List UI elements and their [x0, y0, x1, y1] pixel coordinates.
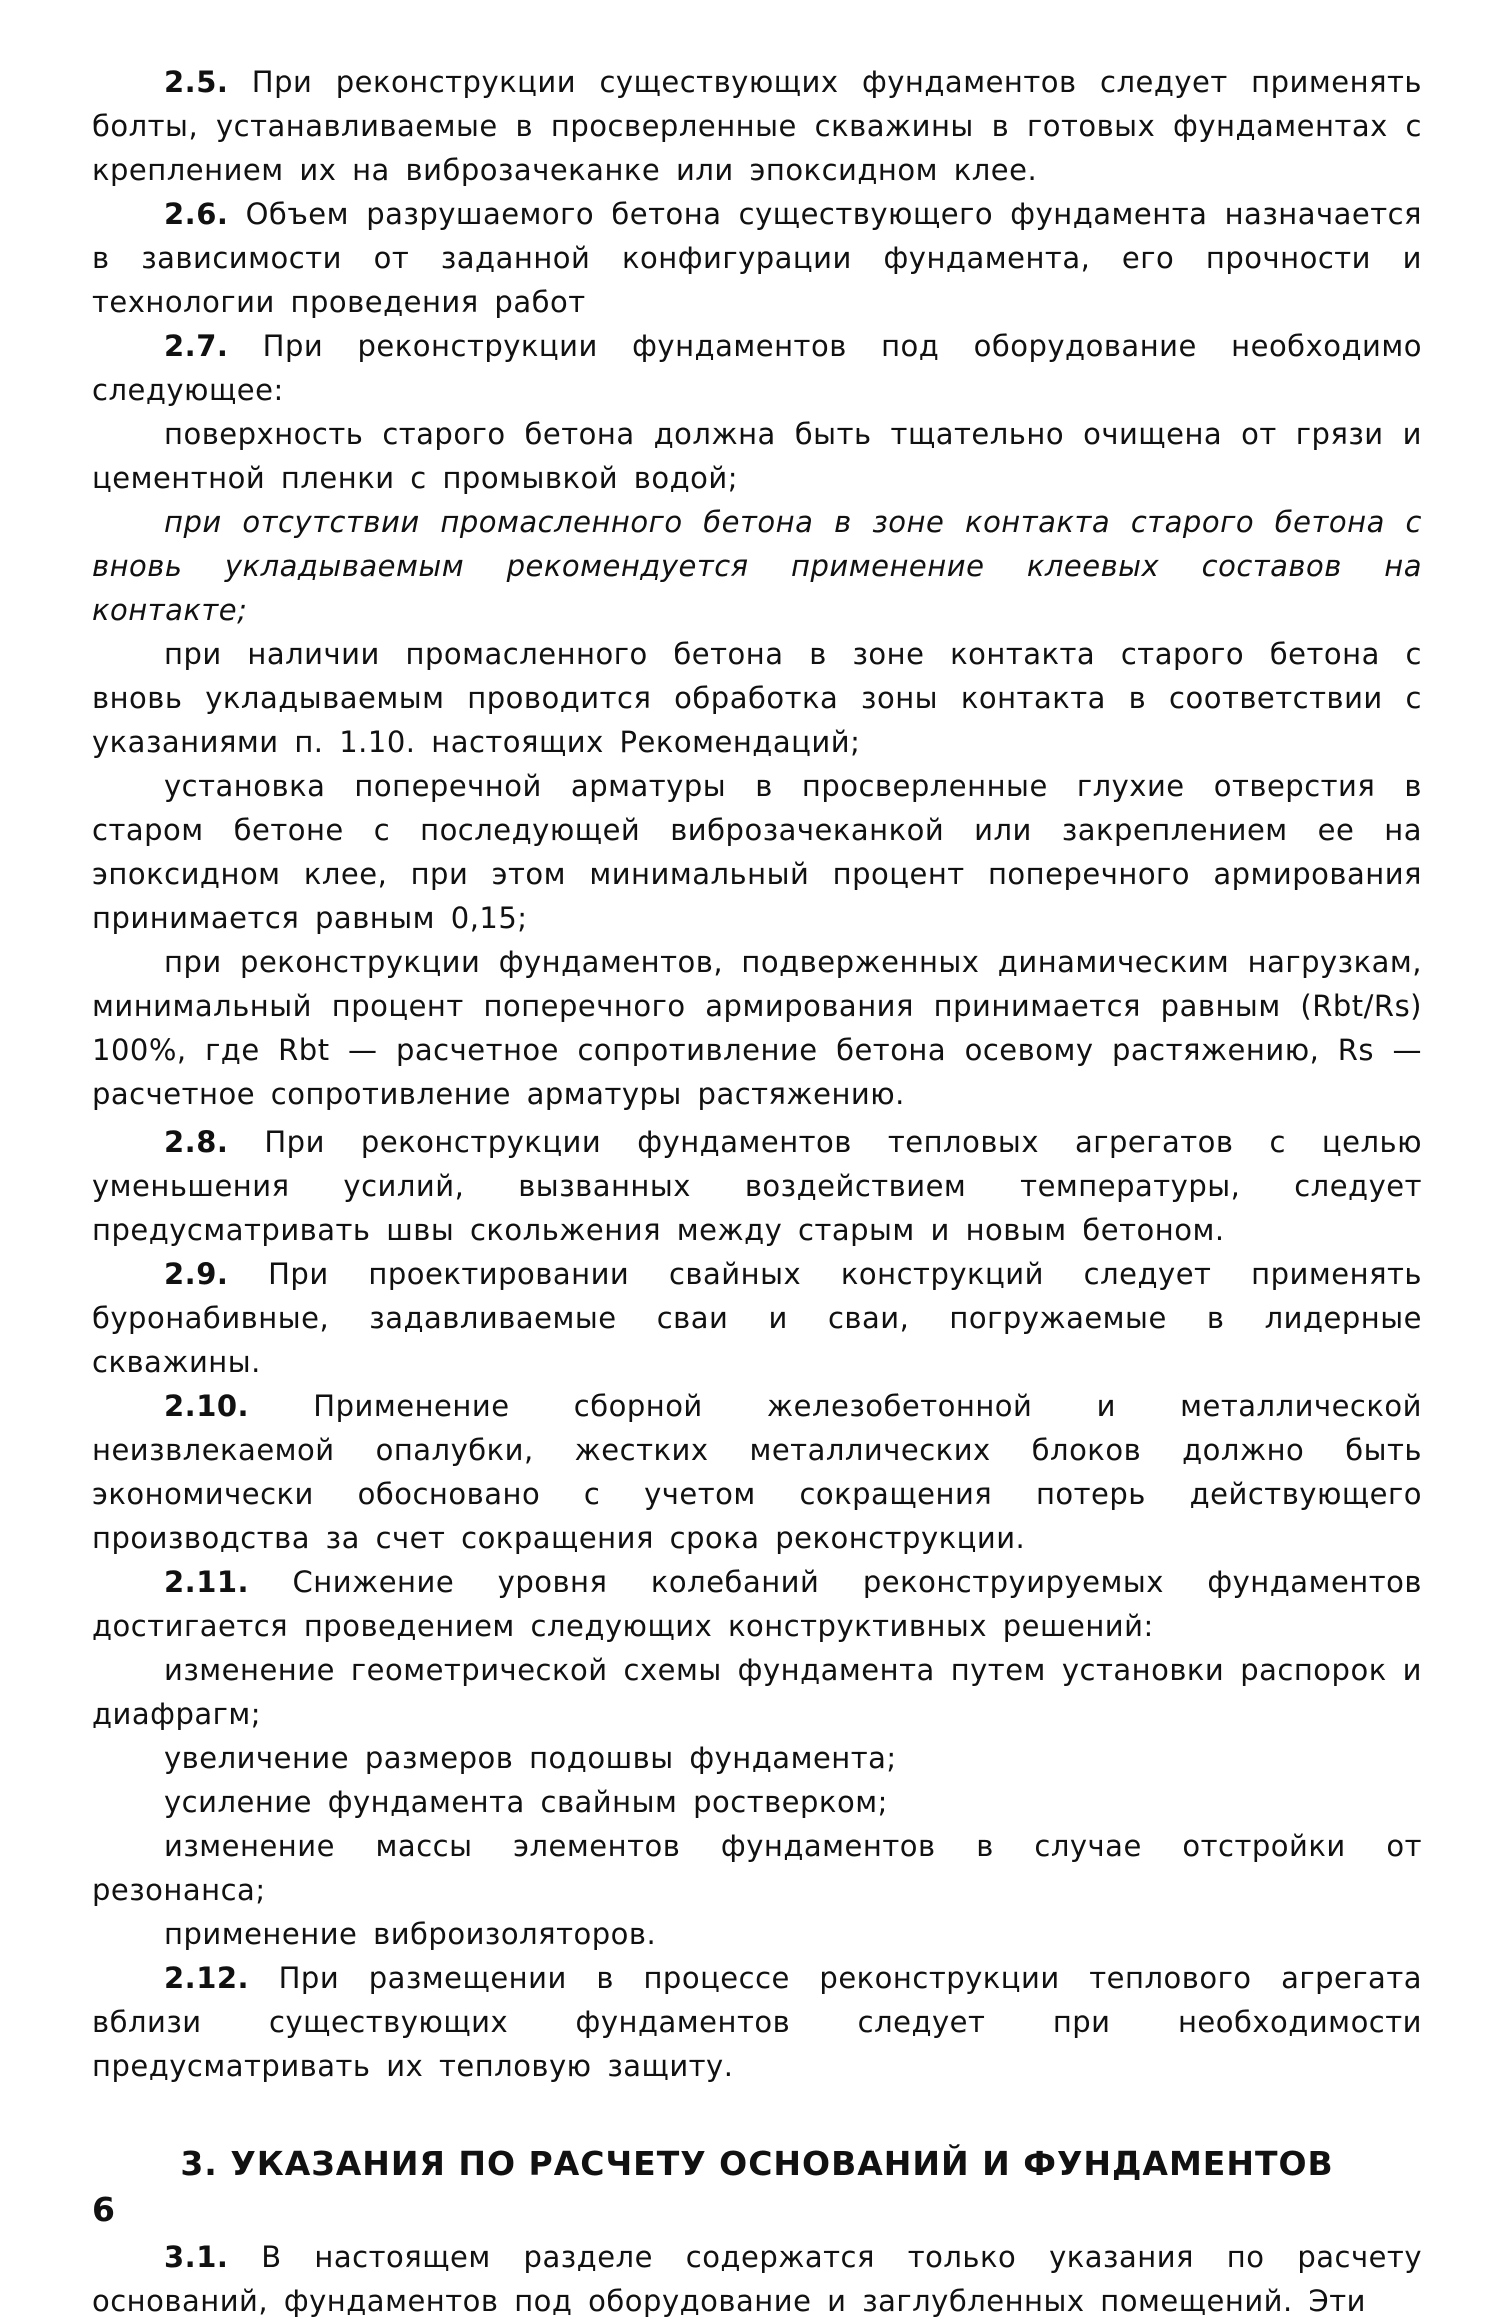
list-item: увеличение размеров подошвы фундамента;	[164, 1741, 897, 1775]
list-item: при реконструкции фундаментов, подверженных динамическим нагрузкам, минимальный процент поперечного армирования принимается равным (Rbt/Rs) 100%, где Rbt — расчетное сопротивление бетона осевому растяжению, Rs — расчетное сопротивление арматуры растяжению.	[92, 945, 1422, 1111]
list-item: поверхность старого бетона должна быть тщательно очищена от грязи и цементной пленки с промывкой водой;	[92, 417, 1422, 495]
paragraph-2-12: 2.12. При размещении в процессе реконструкции теплового агрегата вблизи существующих фундаментов следует при необходимости предусматривать их тепловую защиту.	[92, 1961, 1422, 2083]
paragraph-2-11: 2.11. Снижение уровня колебаний реконструируемых фундаментов достигается проведением следующих конструктивных решений:	[92, 1565, 1422, 1643]
list-item: при отсутствии промасленного бетона в зоне контакта старого бетона с вновь укладываемым рекомендуется применение клеевых составов на контакте;	[92, 505, 1422, 627]
paragraph-2-9: 2.9. При проектировании свайных конструкций следует применять буронабивные, задавливаемые сваи и сваи, погружаемые в лидерные скважины.	[92, 1257, 1422, 1379]
paragraph-2-5: 2.5. При реконструкции существующих фундаментов следует применять болты, устанавливаемые в просверленные скважины в готовых фундаментах с креплением их на виброзачеканке или эпоксидном клее.	[92, 65, 1422, 187]
paragraph-2-8: 2.8. При реконструкции фундаментов тепловых агрегатов с целью уменьшения усилий, вызванных воздействием температуры, следует предусматривать швы скольжения между старым и новым бетоном.	[92, 1125, 1422, 1247]
list-item: применение виброизоляторов.	[164, 1917, 657, 1951]
list-item: изменение массы элементов фундаментов в случае отстройки от резонанса;	[92, 1829, 1422, 1907]
section-heading: 3. УКАЗАНИЯ ПО РАСЧЕТУ ОСНОВАНИЙ И ФУНДАМЕНТОВ	[180, 2144, 1334, 2183]
list-item: изменение геометрической схемы фундамента путем установки распорок и диафрагм;	[92, 1653, 1422, 1731]
list-item: установка поперечной арматуры в просверленные глухие отверстия в старом бетоне с последующей виброзачеканкой или закреплением ее на эпоксидном клее, при этом минимальный процент поперечного армирования принимается равным 0,15;	[92, 769, 1422, 935]
paragraph-2-10: 2.10. Применение сборной железобетонной и металлической неизвлекаемой опалубки, жестких металлических блоков должно быть экономически обосновано с учетом сокращения потерь действующего производства за счет сокращения срока реконструкции.	[92, 1389, 1422, 1555]
list-item: усиление фундамента свайным ростверком;	[164, 1785, 888, 1819]
document-page	[92, 60, 1422, 2323]
paragraph-3-1: 3.1. В настоящем разделе содержатся только указания по расчету оснований, фундаментов под оборудование и заглубленных помещений. Эти	[92, 2240, 1422, 2318]
page-number: 6	[92, 2190, 115, 2229]
list-item: при наличии промасленного бетона в зоне контакта старого бетона с вновь укладываемым проводится обработка зоны контакта в соответствии с указаниями п. 1.10. настоящих Рекомендаций;	[92, 637, 1422, 759]
paragraph-2-6: 2.6. Объем разрушаемого бетона существующего фундамента назначается в зависимости от заданной конфигурации фундамента, его прочности и технологии проведения работ	[92, 197, 1422, 319]
paragraph-2-7: 2.7. При реконструкции фундаментов под оборудование необходимо следующее:	[92, 329, 1422, 407]
